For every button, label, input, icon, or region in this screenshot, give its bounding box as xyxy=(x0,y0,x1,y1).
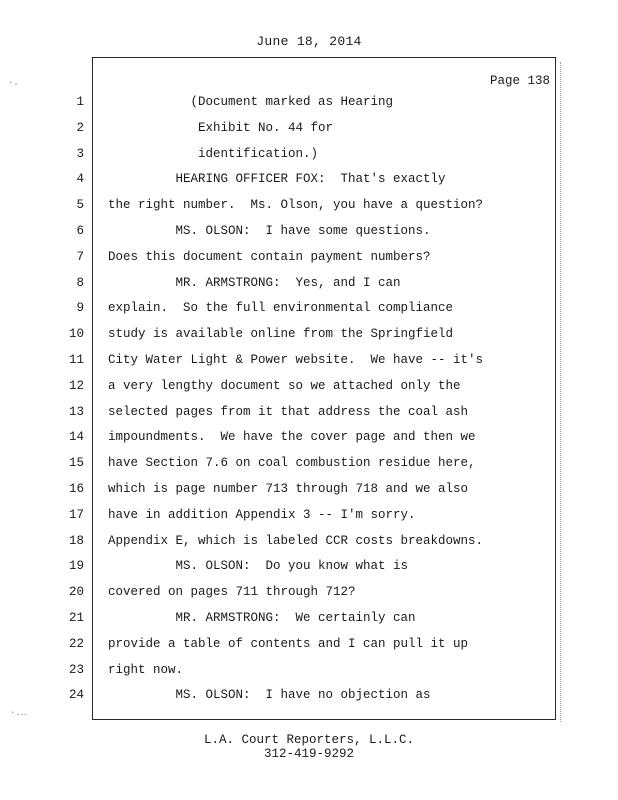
line-number: 9 xyxy=(76,301,84,316)
line-number: 6 xyxy=(76,223,84,238)
transcript-line: identification.) xyxy=(108,146,319,161)
transcript-line: covered on pages 711 through 712? xyxy=(108,585,356,600)
scan-mark-left: ·. xyxy=(8,78,19,88)
transcript-line: Appendix E, which is labeled CCR costs breakdowns. xyxy=(108,533,484,548)
line-number: 3 xyxy=(76,146,84,161)
line-number: 8 xyxy=(76,275,84,290)
footer-company: L.A. Court Reporters, L.L.C. xyxy=(203,733,415,747)
transcript-line: MS. OLSON: I have no objection as xyxy=(108,688,431,703)
line-number: 22 xyxy=(68,636,84,651)
line-numbers xyxy=(60,95,84,714)
line-number: 15 xyxy=(68,456,84,471)
transcript-line: which is page number 713 through 718 and we also xyxy=(108,481,469,496)
transcript-line: the right number. Ms. Olson, you have a question? xyxy=(108,198,484,213)
transcript-line: right now. xyxy=(108,662,184,677)
page-label: Page 138 xyxy=(489,74,550,88)
line-number: 12 xyxy=(68,378,84,393)
line-number: 21 xyxy=(68,610,84,625)
line-number: 18 xyxy=(68,533,84,548)
line-number: 17 xyxy=(68,507,84,522)
line-number: 19 xyxy=(68,559,84,574)
line-number: 7 xyxy=(76,249,84,264)
transcript-line: have Section 7.6 on coal combustion residue here, xyxy=(108,456,476,471)
line-number: 16 xyxy=(68,481,84,496)
header-date: June 18, 2014 xyxy=(256,34,362,49)
line-number: 20 xyxy=(68,585,84,600)
transcript-line: City Water Light & Power website. We have -- it's xyxy=(108,352,484,367)
line-number: 1 xyxy=(76,95,84,109)
transcript-line: HEARING OFFICER FOX: That's exactly xyxy=(108,172,446,187)
transcript-line: explain. So the full environmental compliance xyxy=(108,301,454,316)
transcript-line: Exhibit No. 44 for xyxy=(108,120,334,135)
transcript-line: selected pages from it that address the coal ash xyxy=(108,404,469,419)
transcript-line: study is available online from the Springfield xyxy=(108,327,454,342)
transcript-line: MR. ARMSTRONG: Yes, and I can xyxy=(108,275,401,290)
transcript-line: MS. OLSON: Do you know what is xyxy=(108,559,409,574)
line-number: 2 xyxy=(76,120,84,135)
line-number: 11 xyxy=(68,352,84,367)
line-number: 13 xyxy=(68,404,84,419)
transcript-line: Does this document contain payment numbers? xyxy=(108,249,431,264)
line-number: 24 xyxy=(68,688,84,703)
footer-phone: 312-419-9292 xyxy=(263,747,354,761)
line-number: 4 xyxy=(76,172,84,187)
line-number: 14 xyxy=(68,430,84,445)
transcript-line: have in addition Appendix 3 -- I'm sorry. xyxy=(108,507,416,522)
line-number: 23 xyxy=(68,662,84,677)
transcript-line: a very lengthy document so we attached only the xyxy=(108,378,461,393)
footer xyxy=(0,733,618,761)
transcript-line: MR. ARMSTRONG: We certainly can xyxy=(108,610,416,625)
transcript-line: provide a table of contents and I can pull it up xyxy=(108,636,469,651)
transcript-line: (Document marked as Hearing xyxy=(108,95,394,109)
line-number: 5 xyxy=(76,198,84,213)
transcript-line: impoundments. We have the cover page and then we xyxy=(108,430,476,445)
line-number: 10 xyxy=(68,327,84,342)
transcript-line: MS. OLSON: I have some questions. xyxy=(108,223,431,238)
scan-mark-left-bottom: ·.‥ xyxy=(10,708,27,718)
transcript-body xyxy=(108,95,548,714)
